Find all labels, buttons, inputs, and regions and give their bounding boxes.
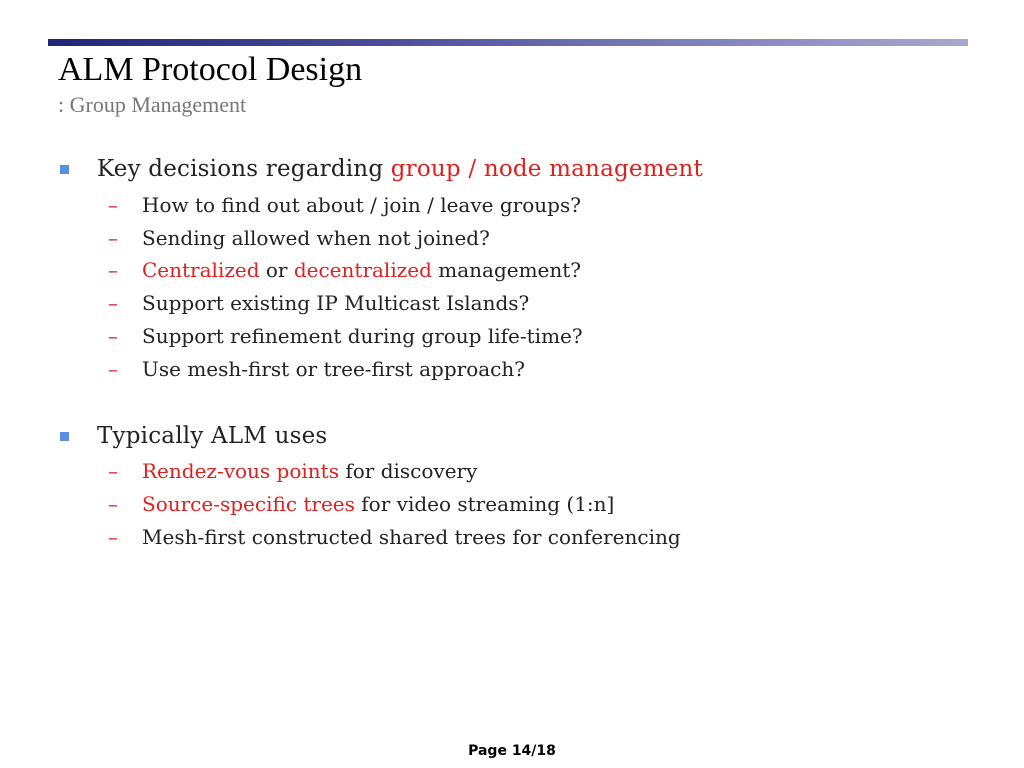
- dash-icon: –: [108, 291, 118, 315]
- list-item: [142, 492, 614, 516]
- highlight-centralized: Centralized: [142, 258, 260, 282]
- section-heading-decisions: [97, 155, 703, 183]
- text-video-streaming: for video streaming (1:n]: [354, 492, 615, 516]
- dash-icon: –: [108, 492, 118, 516]
- text-management: management?: [431, 258, 582, 282]
- list-item: Sending allowed when not joined?: [142, 226, 490, 250]
- dash-icon: –: [108, 357, 118, 381]
- list-item: Support existing IP Multicast Islands?: [142, 291, 530, 315]
- list-item: Support refinement during group life-time?: [142, 324, 583, 348]
- dash-icon: –: [108, 525, 118, 549]
- section-heading-alm-uses: Typically ALM uses: [97, 423, 328, 449]
- page-number: Page 14/18: [468, 743, 556, 759]
- list-item: Mesh-first constructed shared trees for conferencing: [142, 525, 681, 549]
- highlight-decentralized: decentralized: [293, 258, 432, 282]
- highlight-source-specific: Source-specific trees: [142, 492, 355, 516]
- list-item: Use mesh-first or tree-first approach?: [142, 357, 525, 381]
- dash-icon: –: [108, 324, 118, 348]
- section-heading-text: Key decisions regarding: [97, 156, 391, 182]
- slide-title: ALM Protocol Design: [58, 51, 363, 88]
- dash-icon: –: [108, 459, 118, 483]
- list-item: [142, 459, 477, 483]
- bullet-square-icon: [60, 165, 69, 174]
- dash-icon: –: [108, 226, 118, 250]
- bullet-square-icon: [60, 432, 69, 441]
- title-accent-bar: [48, 39, 968, 46]
- section-heading-highlight: group / node management: [390, 156, 703, 182]
- list-item: [142, 258, 581, 282]
- text-or: or: [259, 258, 294, 282]
- text-for-discovery: for discovery: [338, 459, 478, 483]
- dash-icon: –: [108, 193, 118, 217]
- dash-icon: –: [108, 258, 118, 282]
- list-item: How to find out about / join / leave groups?: [142, 193, 581, 217]
- slide-subtitle: : Group Management: [58, 92, 247, 117]
- highlight-rendezvous: Rendez-vous points: [142, 459, 339, 483]
